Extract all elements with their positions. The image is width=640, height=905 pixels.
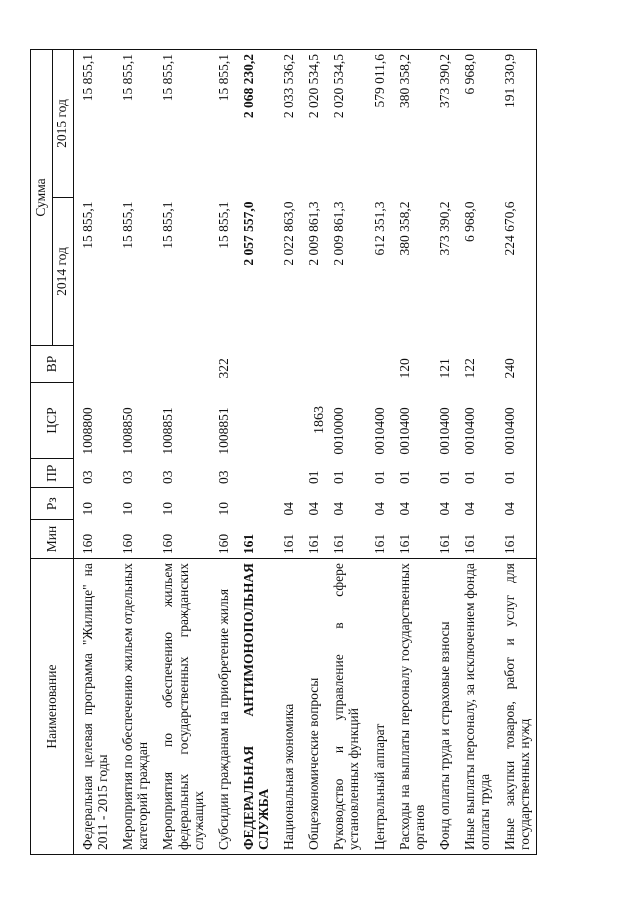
cell-vr — [300, 345, 325, 382]
cell-amount-2014: 2 057 557,0 — [240, 201, 256, 266]
cell-vr — [154, 345, 209, 382]
cell-vr: 122 — [461, 358, 477, 379]
cell-vr — [74, 345, 115, 382]
cell-pr: 01 — [436, 470, 452, 484]
cell-name: Руководство и управление в сфере установленных функций — [325, 559, 365, 855]
cell-name: Центральный аппарат — [366, 559, 391, 855]
cell-min: 161 — [331, 533, 347, 555]
cell-rz: 04 — [306, 501, 322, 516]
header-row — [31, 50, 53, 855]
table-row — [325, 50, 365, 855]
table-row — [235, 50, 275, 855]
cell-rz: 04 — [331, 501, 347, 516]
cell-amount-2014: 380 358,2 — [396, 201, 412, 256]
cell-amount-2014: 2 009 861,3 — [306, 201, 322, 266]
cell-vr: 322 — [215, 358, 231, 379]
cell-rz — [235, 488, 275, 520]
cell-csr: 0010400 — [496, 382, 537, 458]
table-row — [114, 50, 154, 855]
cell-amount-2014: 6 968,0 — [461, 201, 477, 243]
cell-amount-2014: 15 855,1 — [80, 201, 95, 249]
rotated-document — [30, 49, 610, 855]
page-number: 1863 — [312, 406, 327, 434]
cell-amount-2015: 15 855,1 — [74, 50, 115, 198]
cell-name: Расходы на выплаты персоналу государственных органов — [391, 559, 431, 855]
header-csr: ЦСР — [31, 382, 74, 458]
cell-vr — [235, 345, 275, 382]
budget-table — [30, 49, 537, 855]
cell-pr: 01 — [396, 470, 412, 484]
cell-amount-2015: 2 033 536,2 — [275, 50, 300, 198]
cell-pr: 03 — [120, 470, 136, 484]
cell-min: 161 — [306, 533, 322, 555]
cell-min: 160 — [160, 533, 176, 555]
cell-amount-2014: 373 390,2 — [436, 201, 452, 256]
cell-name: Субсидии гражданам на приобретение жилья — [210, 559, 235, 855]
cell-csr — [275, 382, 300, 458]
cell-rz: 04 — [396, 501, 412, 516]
table-row — [74, 50, 115, 855]
table-row — [496, 50, 537, 855]
cell-csr: 0010400 — [396, 407, 412, 455]
cell-pr — [235, 459, 275, 488]
cell-pr: 01 — [496, 459, 537, 488]
cell-amount-2015: 373 390,2 — [431, 50, 456, 198]
cell-amount-2014: 2 022 863,0 — [281, 201, 297, 266]
cell-rz: 04 — [281, 501, 297, 516]
header-rz: Рз — [31, 488, 74, 520]
cell-amount-2014: 15 855,1 — [215, 201, 231, 249]
cell-min: 161 — [281, 533, 297, 555]
cell-rz: 10 — [215, 501, 231, 516]
cell-name: Общеэкономические вопросы — [300, 559, 325, 855]
cell-csr: 0010400 — [461, 407, 477, 455]
table-row — [300, 50, 325, 855]
cell-min: 161 — [240, 533, 256, 555]
cell-vr: 240 — [496, 345, 537, 382]
cell-name: Национальная экономика — [275, 559, 300, 855]
header-2014: 2014 год — [52, 198, 74, 346]
header-2015: 2015 год — [52, 50, 74, 198]
cell-name: ФЕДЕРАЛЬНАЯ АНТИМОНОПОЛЬНАЯ СЛУЖБА — [235, 559, 275, 855]
cell-rz: 10 — [160, 501, 176, 516]
table-row — [391, 50, 431, 855]
cell-amount-2015: 2 068 230,2 — [235, 50, 275, 198]
cell-amount-2015: 15 855,1 — [114, 50, 154, 198]
cell-min: 161 — [371, 533, 387, 555]
cell-min: 161 — [496, 519, 537, 558]
cell-min: 161 — [461, 533, 477, 555]
cell-pr — [275, 459, 300, 488]
cell-amount-2015: 15 855,1 — [210, 50, 235, 198]
cell-vr — [325, 345, 365, 382]
cell-amount-2015: 380 358,2 — [391, 50, 431, 198]
cell-vr — [275, 345, 300, 382]
cell-amount-2014: 2 009 861,3 — [331, 201, 347, 266]
table-body — [74, 50, 537, 855]
cell-amount-2014: 15 855,1 — [160, 201, 176, 249]
cell-name: Иные выплаты персоналу, за исключением фонда оплаты труда — [456, 559, 496, 855]
cell-min: 160 — [215, 533, 231, 555]
cell-csr — [235, 382, 275, 458]
table-row — [366, 50, 391, 855]
cell-min: 161 — [396, 533, 412, 555]
cell-min: 161 — [436, 533, 452, 555]
cell-pr: 01 — [331, 470, 347, 484]
cell-pr: 03 — [80, 470, 95, 484]
cell-rz: 10 — [80, 501, 95, 516]
cell-pr: 01 — [306, 470, 322, 484]
cell-amount-2015: 6 968,0 — [456, 50, 496, 198]
cell-name: Федеральная целевая программа "Жилище" на 2011 - 2015 годы — [74, 559, 115, 855]
cell-rz: 04 — [371, 501, 387, 516]
table-row — [456, 50, 496, 855]
cell-min: 160 — [80, 533, 95, 555]
cell-min: 160 — [120, 533, 136, 555]
table-row — [275, 50, 300, 855]
cell-name: Иные закупки товаров, работ и услуг для государственных нужд — [496, 559, 537, 855]
cell-rz: 04 — [461, 501, 477, 516]
cell-csr: 1008800 — [80, 407, 95, 455]
cell-csr: 1008851 — [215, 407, 231, 455]
cell-csr: 0010400 — [436, 407, 452, 455]
cell-name: Фонд оплаты труда и страховые взносы — [431, 559, 456, 855]
cell-amount-2015: 579 011,6 — [366, 50, 391, 198]
cell-csr: 1008850 — [120, 407, 136, 455]
cell-amount-2015: 15 855,1 — [154, 50, 209, 198]
cell-vr: 121 — [436, 358, 452, 379]
cell-vr — [114, 345, 154, 382]
header-sum: Сумма — [31, 50, 53, 346]
cell-csr: 0010000 — [331, 407, 347, 455]
cell-amount-2014: 612 351,3 — [371, 201, 387, 256]
table-row — [431, 50, 456, 855]
cell-amount-2015: 2 020 534,5 — [325, 50, 365, 198]
header-pr: ПР — [31, 459, 74, 488]
cell-amount-2015: 2 020 534,5 — [300, 50, 325, 198]
cell-pr: 01 — [461, 470, 477, 484]
cell-csr: 1008851 — [160, 407, 176, 455]
cell-pr: 03 — [160, 470, 176, 484]
cell-name: Мероприятия по обеспечению жильем отдельных категорий граждан — [114, 559, 154, 855]
cell-vr: 120 — [396, 358, 412, 379]
header-min: Мин — [31, 519, 74, 558]
cell-rz: 04 — [496, 488, 537, 520]
cell-amount-2015: 191 330,9 — [496, 50, 537, 198]
cell-pr: 01 — [371, 470, 387, 484]
header-name: Наименование — [31, 559, 74, 855]
cell-csr: 0010400 — [371, 407, 387, 455]
table-row — [210, 50, 235, 855]
cell-amount-2014: 224 670,6 — [496, 198, 537, 346]
cell-rz: 04 — [436, 501, 452, 516]
cell-pr: 03 — [215, 470, 231, 484]
cell-vr — [366, 345, 391, 382]
header-vr: ВР — [31, 345, 74, 382]
cell-csr — [300, 382, 325, 458]
table-row — [154, 50, 209, 855]
cell-rz: 10 — [120, 501, 136, 516]
cell-name: Мероприятия по обеспечению жильем федеральных государственных гражданских служащих — [154, 559, 209, 855]
cell-amount-2014: 15 855,1 — [120, 201, 136, 249]
